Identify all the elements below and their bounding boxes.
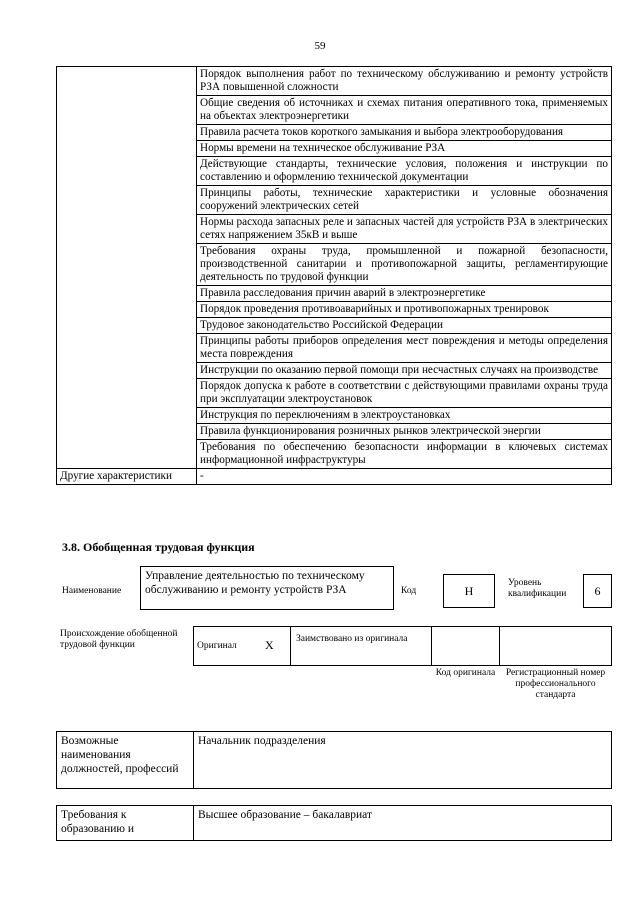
name-label: Наименование <box>62 586 122 596</box>
knowledge-item: Инструкции по оказанию первой помощи при несчастных случаях на производстве <box>197 363 612 379</box>
knowledge-item: Инструкция по переключениям в электроустановках <box>197 408 612 424</box>
code-label: Код <box>401 586 417 596</box>
knowledge-item: Порядок проведения противоаварийных и противопожарных тренировок <box>197 302 612 318</box>
positions-label: Возможные наименования должностей, профессий <box>57 732 194 789</box>
code-original-cell <box>431 626 500 666</box>
knowledge-item: Правила функционирования розничных рынков электрической энергии <box>197 424 612 440</box>
page-number: 59 <box>314 40 326 52</box>
level-label: Уровень квалификации <box>508 578 567 599</box>
knowledge-item: Нормы времени на техническое обслуживание РЗА <box>197 141 612 157</box>
knowledge-item: Требования по обеспечению безопасности информации в ключевых системах информационной инфраструктуры <box>197 440 612 469</box>
education-table <box>56 805 612 841</box>
education-label: Требования к образованию и <box>57 806 194 841</box>
knowledge-row <box>57 67 612 96</box>
knowledge-item: Трудовое законодательство Российской Федерации <box>197 318 612 334</box>
original-label: Оригинал <box>197 641 237 651</box>
borrowed-label: Заимствовано из оригинала <box>296 634 408 644</box>
knowledge-item: Правила расследования причин аварий в электроэнергетике <box>197 286 612 302</box>
original-mark: X <box>265 638 274 652</box>
reg-number-caption: Регистрационный номер профессионального стандарта <box>505 668 606 700</box>
other-characteristics-value: - <box>197 469 612 485</box>
other-characteristics-label: Другие характеристики <box>57 469 197 485</box>
origin-label: Происхождение обобщенной трудовой функции <box>60 629 178 650</box>
borrowed-cell <box>290 626 432 666</box>
other-characteristics-row <box>57 469 612 485</box>
knowledge-label-cell <box>57 67 197 469</box>
positions-value: Начальник подразделения <box>194 732 612 789</box>
section-title: 3.8. Обобщенная трудовая функция <box>62 540 255 554</box>
knowledge-item: Общие сведения об источниках и схемах питания оперативного тока, применяемых на объектах электроэнергетики <box>197 96 612 125</box>
knowledge-table <box>56 66 612 485</box>
reg-number-cell <box>499 626 612 666</box>
knowledge-item: Порядок выполнения работ по техническому обслуживанию и ремонту устройств РЗА повышенной сложности <box>197 67 612 96</box>
knowledge-item: Требования охраны труда, промышленной и пожарной безопасности, производственной санитарии и противопожарной защиты, регламентирующие деятельность по трудовой функции <box>197 244 612 286</box>
knowledge-item: Правила расчета токов короткого замыкания и выбора электрооборудования <box>197 125 612 141</box>
positions-table <box>56 731 612 789</box>
level-value: 6 <box>583 574 612 608</box>
name-value: Управление деятельностью по техническому обслуживанию и ремонту устройств РЗА <box>140 566 394 610</box>
education-value: Высшее образование – бакалавриат <box>194 806 612 841</box>
knowledge-item: Порядок допуска к работе в соответствии с действующими правилами охраны труда при эксплуатации электроустановок <box>197 379 612 408</box>
knowledge-item: Принципы работы, технические характеристики и условные обозначения сооружений электрических сетей <box>197 186 612 215</box>
knowledge-item: Принципы работы приборов определения мест повреждения и методы определения места повреждения <box>197 334 612 363</box>
code-value: H <box>443 574 495 608</box>
knowledge-item: Действующие стандарты, технические условия, положения и инструкции по составлению и оформлению технической документации <box>197 157 612 186</box>
code-original-caption: Код оригинала <box>435 668 496 678</box>
knowledge-item: Нормы расхода запасных реле и запасных частей для устройств РЗА в электрических сетях напряжением 35кВ и выше <box>197 215 612 244</box>
